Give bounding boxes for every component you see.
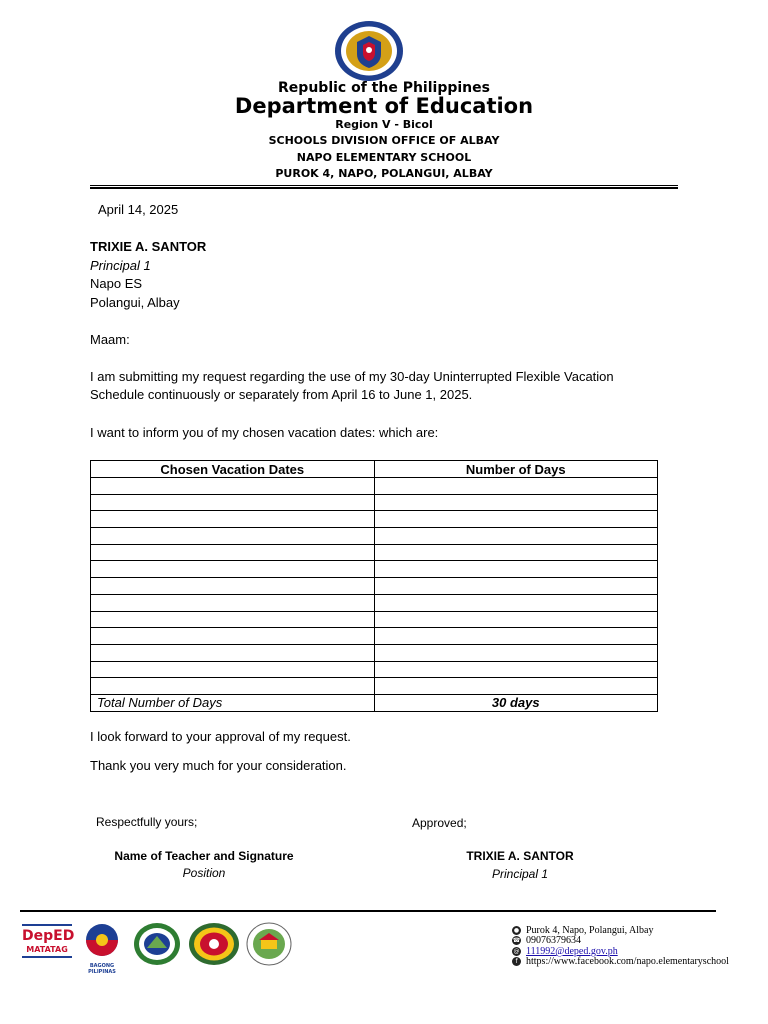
district-seal-logo [188, 922, 240, 966]
number-of-days-cell[interactable] [374, 628, 658, 645]
table-row [91, 594, 658, 611]
total-label: Total Number of Days [91, 694, 375, 711]
school-name: NAPO ELEMENTARY SCHOOL [296, 151, 472, 164]
vacation-date-cell[interactable] [91, 494, 375, 511]
number-of-days-cell[interactable] [374, 561, 658, 578]
contact-address-text: Purok 4, Napo, Polangui, Albay [526, 925, 654, 936]
division-label: SCHOOLS DIVISION OFFICE OF ALBAY [268, 134, 500, 147]
vacation-dates-table [90, 460, 658, 712]
phone-icon: ☎ [512, 937, 521, 945]
col-header-dates: Chosen Vacation Dates [91, 461, 375, 478]
table-row [91, 511, 658, 528]
country-name: Republic of the Philippines [278, 80, 490, 96]
table-row [91, 628, 658, 645]
table-row [91, 661, 658, 678]
recipient-name: TRIXIE A. SANTOR [90, 239, 207, 254]
facebook-link[interactable]: https://www.facebook.com/napo.elementaryschool [526, 956, 729, 967]
col-header-days: Number of Days [374, 461, 658, 478]
recipient-place: Polangui, Albay [90, 295, 180, 310]
department-title: Department of Education [234, 94, 534, 118]
table-total-row [91, 694, 658, 711]
teacher-position: Position [182, 866, 226, 880]
number-of-days-cell[interactable] [374, 528, 658, 545]
vacation-date-cell[interactable] [91, 661, 375, 678]
table-row [91, 678, 658, 695]
table-row [91, 644, 658, 661]
number-of-days-cell[interactable] [374, 678, 658, 695]
school-address: PUROK 4, NAPO, POLANGUI, ALBAY [275, 167, 493, 180]
table-header-row [91, 461, 658, 478]
number-of-days-cell[interactable] [374, 494, 658, 511]
logo-deped-text: DepED [22, 928, 75, 944]
table-row [91, 478, 658, 495]
vacation-date-cell[interactable] [91, 528, 375, 545]
recipient-title: Principal 1 [90, 258, 151, 273]
principal-name: TRIXIE A. SANTOR [466, 849, 574, 863]
email-icon: @ [513, 948, 520, 956]
salutation: Maam: [90, 332, 130, 347]
division-seal-logo [133, 922, 181, 966]
contact-phone [512, 936, 581, 947]
approved-label: Approved; [412, 816, 467, 830]
recipient-school: Napo ES [90, 276, 143, 291]
number-of-days-cell[interactable] [374, 644, 658, 661]
letter-date: April 14, 2025 [98, 202, 179, 217]
table-row [91, 561, 658, 578]
total-value: 30 days [374, 694, 658, 711]
number-of-days-cell[interactable] [374, 478, 658, 495]
number-of-days-cell[interactable] [374, 511, 658, 528]
bagong-pilipinas-caption: BAGONG PILIPINAS [88, 963, 116, 975]
vacation-date-cell[interactable] [91, 611, 375, 628]
table-row [91, 578, 658, 595]
school-seal-logo [246, 922, 292, 966]
deped-matatag-logo [22, 924, 75, 968]
contact-phone-text: 09076379634 [526, 935, 581, 946]
table-row [91, 611, 658, 628]
header-rule-bottom [90, 187, 678, 189]
vacation-date-cell[interactable] [91, 561, 375, 578]
bagong-pilipinas-logo [78, 922, 126, 975]
request-paragraph [90, 368, 690, 404]
table-row [91, 528, 658, 545]
email-link[interactable]: 111992@deped.gov.ph [526, 946, 618, 957]
principal-position: Principal 1 [491, 867, 549, 881]
number-of-days-cell[interactable] [374, 578, 658, 595]
number-of-days-cell[interactable] [374, 594, 658, 611]
respectfully-label: Respectfully yours; [96, 815, 198, 829]
number-of-days-cell[interactable] [374, 544, 658, 561]
facebook-icon: f [512, 957, 521, 966]
contact-facebook [512, 957, 729, 968]
location-pin-icon: ● [513, 927, 520, 935]
request-line-1: I am submitting my request regarding the use of my 30-day Uninterrupted Flexible Vacation [90, 369, 614, 384]
footer-rule [20, 910, 716, 912]
table-row [91, 494, 658, 511]
header-rule-top [90, 185, 678, 186]
request-line-2: Schedule continuously or separately from April 16 to June 1, 2025. [90, 387, 473, 402]
logo-matatag-text: MATATAG [26, 945, 68, 954]
inform-paragraph: I want to inform you of my chosen vacation dates: which are: [90, 425, 439, 440]
vacation-date-cell[interactable] [91, 544, 375, 561]
vacation-date-cell[interactable] [91, 578, 375, 595]
vacation-date-cell[interactable] [91, 511, 375, 528]
closing-line-1: I look forward to your approval of my request. [90, 729, 351, 744]
closing-line-2: Thank you very much for your consideration. [90, 758, 347, 773]
table-row [91, 544, 658, 561]
vacation-date-cell[interactable] [91, 478, 375, 495]
teacher-signature-name: Name of Teacher and Signature [114, 849, 294, 863]
number-of-days-cell[interactable] [374, 661, 658, 678]
vacation-date-cell[interactable] [91, 644, 375, 661]
vacation-date-cell[interactable] [91, 628, 375, 645]
number-of-days-cell[interactable] [374, 611, 658, 628]
vacation-date-cell[interactable] [91, 594, 375, 611]
region-label: Region V - Bicol [335, 118, 433, 131]
vacation-date-cell[interactable] [91, 678, 375, 695]
table-body [91, 478, 658, 712]
deped-seal [333, 20, 405, 82]
